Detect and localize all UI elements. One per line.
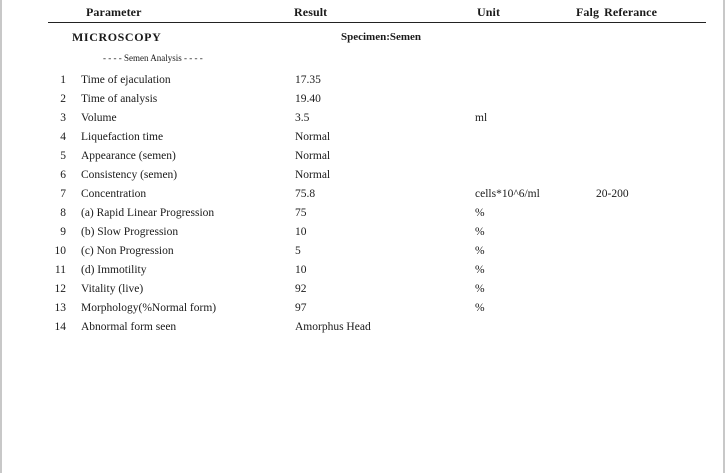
table-row: [0, 264, 725, 283]
row-result: 75.8: [295, 188, 316, 200]
row-number: 3: [60, 112, 66, 124]
row-result: 3.5: [295, 112, 310, 124]
row-result: 5: [295, 245, 301, 257]
row-parameter: Consistency (semen): [81, 169, 178, 181]
row-result: 92: [295, 283, 307, 295]
row-number: 5: [60, 150, 66, 162]
row-unit: %: [475, 302, 485, 314]
row-result: 17.35: [295, 74, 321, 86]
row-number: 10: [54, 245, 66, 257]
row-unit: %: [475, 207, 485, 219]
header-flag-reference: Falg Referance: [576, 5, 658, 19]
row-parameter: Time of ejaculation: [81, 74, 171, 86]
row-number: 8: [60, 207, 66, 219]
row-number: 1: [60, 74, 66, 86]
row-number: 2: [60, 93, 66, 105]
section-subheading: - - - - Semen Analysis - - - -: [103, 53, 203, 63]
row-reference: 20-200: [596, 188, 629, 200]
row-unit: %: [475, 245, 485, 257]
row-result: Normal: [295, 169, 331, 181]
row-parameter: (a) Rapid Linear Progression: [81, 207, 215, 219]
row-unit: %: [475, 283, 485, 295]
row-number: 6: [60, 169, 66, 181]
row-unit: %: [475, 226, 485, 238]
row-result: 10: [295, 226, 307, 238]
table-row: [0, 150, 725, 169]
row-number: 7: [60, 188, 66, 200]
row-result: Amorphus Head: [295, 321, 371, 333]
table-header: [0, 0, 725, 24]
row-result: 97: [295, 302, 307, 314]
table-row: [0, 169, 725, 188]
row-number: 13: [54, 302, 66, 314]
specimen-label: Specimen:Semen: [341, 31, 422, 43]
row-number: 11: [54, 264, 66, 276]
row-parameter: Appearance (semen): [81, 150, 176, 162]
header-result: Result: [294, 5, 328, 19]
row-unit: %: [475, 264, 485, 276]
row-parameter: Concentration: [81, 188, 147, 200]
table-row: [0, 245, 725, 264]
row-parameter: (b) Slow Progression: [81, 226, 179, 238]
header-divider: [48, 22, 706, 23]
row-parameter: Liquefaction time: [81, 131, 164, 143]
row-result: Normal: [295, 131, 331, 143]
row-number: 14: [54, 321, 66, 333]
table-row: [0, 188, 725, 207]
table-row: [0, 321, 725, 340]
row-unit: ml: [475, 112, 488, 124]
header-unit: Unit: [477, 5, 501, 19]
row-number: 4: [60, 131, 66, 143]
row-result: Normal: [295, 150, 331, 162]
row-parameter: Morphology(%Normal form): [81, 302, 217, 314]
table-row: [0, 74, 725, 93]
row-result: 19.40: [295, 93, 321, 105]
row-unit: cells*10^6/ml: [475, 188, 540, 200]
row-number: 12: [54, 283, 66, 295]
table-row: [0, 131, 725, 150]
row-parameter: Volume: [81, 112, 117, 124]
row-parameter: Time of analysis: [81, 93, 158, 105]
row-parameter: (c) Non Progression: [81, 245, 174, 257]
row-result: 10: [295, 264, 307, 276]
section-title: MICROSCOPY: [72, 30, 162, 44]
table-row: [0, 226, 725, 245]
table-row: [0, 93, 725, 112]
row-parameter: Abnormal form seen: [81, 321, 177, 333]
table-row: [0, 283, 725, 302]
row-number: 9: [60, 226, 66, 238]
header-parameter: Parameter: [86, 5, 142, 19]
table-row: [0, 302, 725, 321]
table-row: [0, 207, 725, 226]
row-result: 75: [295, 207, 307, 219]
table-row: [0, 112, 725, 131]
row-parameter: (d) Immotility: [81, 264, 147, 276]
row-parameter: Vitality (live): [81, 283, 144, 295]
